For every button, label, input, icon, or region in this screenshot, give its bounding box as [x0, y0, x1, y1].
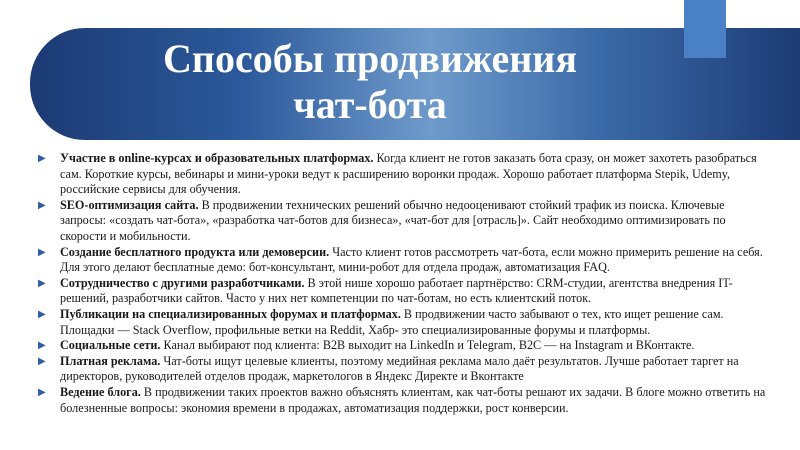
item-text: Когда клиент не готов заказать бота сразу, он может захотеть разобраться сам. Короткие курсы, вебинары и мини-уроки ведут к расширению воронки продаж. Хорошо работает платформа Stepik, Udemy, российские сервисы для обучения. [60, 151, 757, 197]
list-item [38, 354, 768, 385]
item-title: Платная реклама. [60, 353, 161, 368]
item-text: В продвижении таких проектов важно объяснять клиентам, как чат-боты решают их задачи. В блоге можно ответить на болезненные вопросы: экономия времени в продажах, автоматизация поддержки, рост конверсии. [60, 384, 766, 415]
slide-title-line-1: Способы продвижения [163, 36, 577, 81]
item-text: В продвижении часто забывают о тех, кто ищет решение сам. Площадки — Stack Overflow, профильные ветки на Reddit, Хабр- это специализированные форумы и платформы. [60, 306, 724, 337]
slide-title-line-2: чат-бота [293, 82, 447, 127]
triangle-right-icon: ▶ [38, 277, 46, 289]
item-title: Публикации на специализированных форумах и платформах. [60, 306, 401, 321]
list-item [38, 151, 768, 198]
list-item [38, 307, 768, 338]
triangle-right-icon: ▶ [38, 308, 46, 320]
item-title: Сотрудничество с другими разработчиками. [60, 275, 305, 290]
item-title: Участие в online-курсах и образовательных платформах. [60, 151, 374, 165]
item-title: Ведение блога. [60, 384, 141, 399]
item-title: SEO-оптимизация сайта. [60, 197, 199, 212]
item-title: Социальные сети. [60, 338, 161, 353]
item-text: Чат-боты ищут целевые клиенты, поэтому медийная реклама мало даёт результатов. Лучше работает таргет на директоров, руководителей отделов продаж, маркетологов в Яндекс Директе и Вконтакте [60, 353, 739, 384]
triangle-right-icon: ▶ [38, 340, 46, 352]
list-item [38, 276, 768, 307]
item-text: Часто клиент готов рассмотреть чат-бота, если можно примерить решение на себя. Для этого делают бесплатные демо: бот-консультант, мини-робот для отдела продаж, автоматизация FAQ. [60, 244, 763, 275]
triangle-right-icon: ▶ [38, 246, 46, 258]
list-item [38, 338, 768, 354]
triangle-right-icon: ▶ [38, 386, 46, 398]
accent-rectangle [684, 0, 726, 58]
list-item [38, 385, 768, 416]
bullet-list [38, 151, 768, 416]
item-text: В этой нише хорошо работает партнёрство: CRM-студии, агентства внедрения IT-решений, разработчики сайтов. Часто у них нет компетенции по чат-ботам, но есть клиентский поток. [60, 275, 733, 306]
triangle-right-icon: ▶ [38, 153, 46, 164]
list-item [38, 198, 768, 245]
item-title: Создание бесплатного продукта или демоверсии. [60, 244, 330, 259]
item-text: В продвижении технических решений обычно недооценивают стойкий трафик из поиска. Ключевые запросы: «создать чат-бота», «разработка чат-ботов для бизнеса», «чат-бот для [отрасль]». Сайт необходимо оптимизировать по скорости и мобильности. [60, 197, 726, 243]
triangle-right-icon: ▶ [38, 355, 46, 367]
list-item [38, 245, 768, 276]
triangle-right-icon: ▶ [38, 199, 46, 211]
slide-title [90, 36, 650, 128]
item-text: Канал выбирают под клиента: B2B выходит на LinkedIn и Telegram, B2C — на Instagram и ВКонтакте. [160, 338, 695, 353]
